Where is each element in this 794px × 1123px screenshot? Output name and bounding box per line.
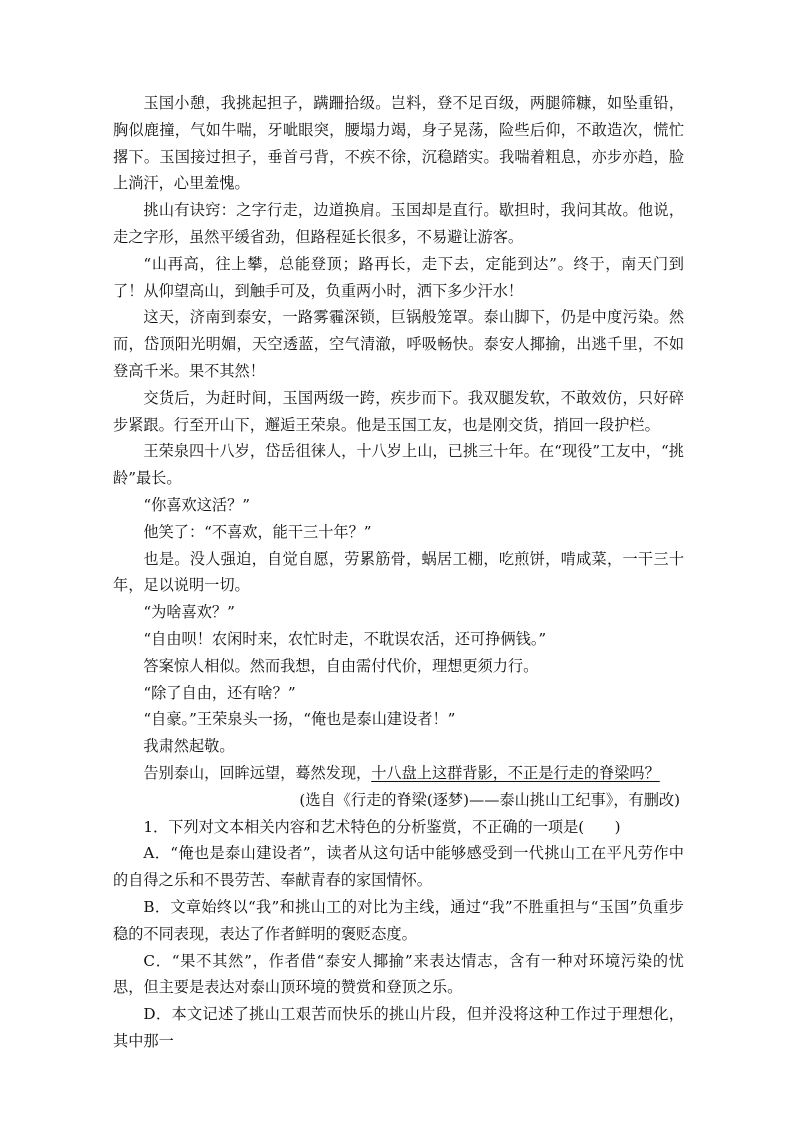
paragraph-5: 交货后，为赶时间，玉国两级一跨，疾步而下。我双腿发软，不敢效仿，只好碎步紧跟。行至开山下，邂逅王荣泉。他是玉国工友，也是刚交货，捎回一段护栏。 (113, 388, 684, 434)
paragraph-4: 这天，济南到泰安，一路雾霾深锁，巨锅般笼罩。泰山脚下，仍是中度污染。然而，岱顶阳光明媚，天空透蓝，空气清澈，呼吸畅快。泰安人揶揄，出逃千里，不如登高千米。果不其然！ (113, 308, 684, 380)
option-b: B．文章始终以“我”和挑山工的对比为主线，通过“我”不胜重担与“玉国”负重步稳的不同表现，表达了作者鲜明的褒贬态度。 (113, 897, 684, 943)
paragraph-2: 挑山有诀窍：之字行走，边道换肩。玉国却是直行。歇担时，我问其故。他说，走之字形，虽然平缓省劲，但路程延长很多，不易避让游客。 (113, 201, 684, 246)
source-citation: (选自《行走的脊梁(逐梦)——泰山挑山工纪事》，有删改) (299, 790, 680, 809)
option-c: C．“果不其然”，作者借“泰安人揶揄”来表达情志，含有一种对环境污染的忧思，但主要是表达对泰山顶环境的赞赏和登顶之乐。 (113, 951, 684, 997)
paragraph-6: 王荣泉四十八岁，岱岳徂徕人，十八岁上山，已挑三十年。在“现役”工友中，“挑龄”最长。 (113, 442, 684, 488)
paragraph-3: “山再高，往上攀，总能登顶；路再长，走下去，定能到达”。终于，南天门到了！从仰望高山，到触手可及，负重两小时，洒下多少汗水！ (113, 254, 684, 300)
paragraph-7: 也是。没人强迫，自觉自愿，劳累筋骨，蜗居工棚，吃煎饼，啃咸菜，一干三十年，足以说明一切。 (113, 549, 684, 595)
question-stem: 1．下列对文本相关内容和艺术特色的分析鉴赏，不正确的一项是( ) (143, 817, 621, 836)
dialogue-line: 他笑了：“不喜欢，能干三十年？” (143, 522, 372, 541)
dialogue-line: “你喜欢这活？” (143, 495, 251, 514)
dialogue-line: “自由呗！农闲时来，农忙时走，不耽误农活，还可挣俩钱。” (143, 629, 547, 648)
option-d: D．本文记述了挑山工艰苦而快乐的挑山片段，但并没将这种工作过于理想化，其中那一 (113, 1005, 684, 1050)
closing-text: 告别泰山，回眸远望，蓦然发现， (143, 763, 372, 782)
closing-paragraph (113, 760, 684, 787)
dialogue-line: “自豪。”王荣泉头一扬，“俺也是泰山建设者！” (143, 710, 456, 729)
dialogue-line: “为啥喜欢？” (143, 603, 235, 622)
option-a: A．“俺也是泰山建设者”，读者从这句话中能够感受到一代挑山工在平凡劳作中的自得之乐和不畏劳苦、奉献青春的家国情怀。 (113, 844, 684, 890)
paragraph-1: 玉国小憩，我挑起担子，蹒跚拾级。岂料，登不足百级，两腿筛糠，如坠重铅，胸似鹿撞，气如牛喘，牙呲眼突，腰塌力竭，身子晃荡，险些后仰，不敢造次，慌忙撂下。玉国接过担子，垂首弓背，不疾不徐，沉稳踏实。我喘着粗息，亦步亦趋，脸上淌汗，心里羞愧。 (113, 94, 684, 193)
paragraph-9: 我肃然起敬。 (143, 737, 235, 756)
dialogue-line: “除了自由，还有啥？” (143, 683, 296, 702)
paragraph-8: 答案惊人相似。然而我想，自由需付代价，理想更须力行。 (143, 656, 539, 675)
underlined-sentence: 十八盘上这群背影，不正是行走的脊梁吗？ (371, 763, 660, 782)
